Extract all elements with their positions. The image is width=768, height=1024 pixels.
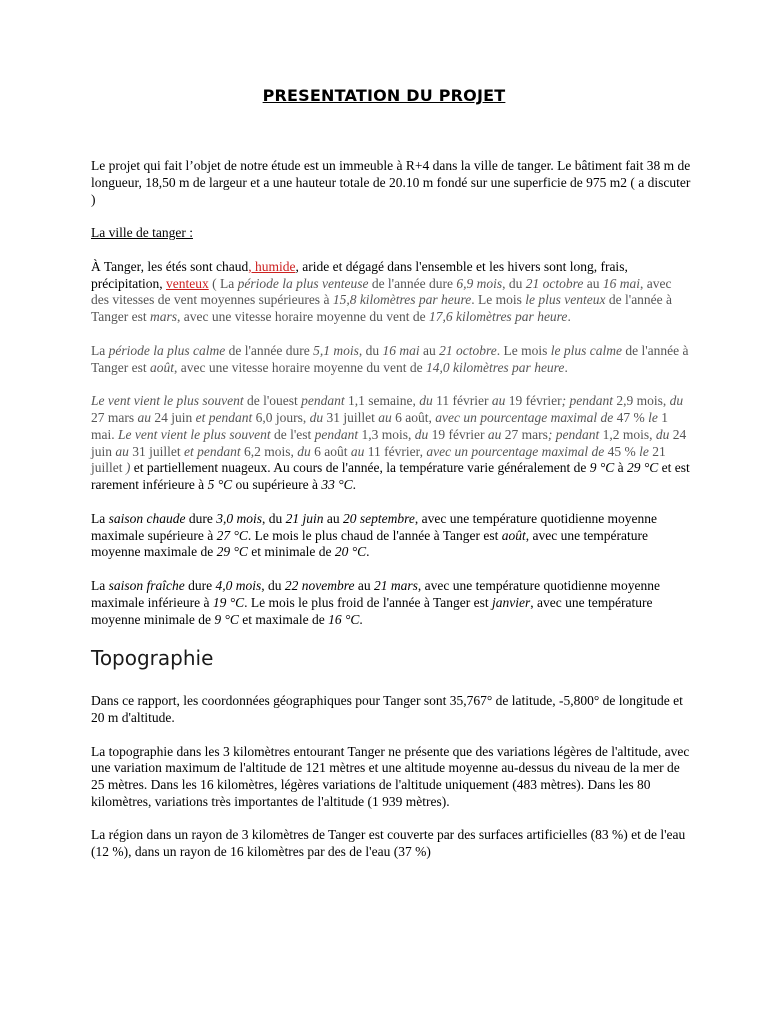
climate-text: , avec une vitesse horaire moyenne du vent de	[177, 309, 429, 325]
cool-text: au	[354, 577, 374, 593]
wind-text: 19 février	[428, 426, 488, 442]
climate-text: le plus venteux	[525, 292, 606, 308]
hot-text: , du	[262, 510, 286, 526]
cool-text: La	[91, 577, 109, 593]
cool-text: , avec une température quotidienne moyenne maximale inférieure à	[91, 577, 661, 610]
climate-text: au	[583, 275, 603, 291]
wind-text: le	[639, 443, 649, 459]
wind-text: avec un pourcentage maximal de	[426, 443, 605, 459]
cool-text: 16 °C	[328, 611, 360, 627]
wind-text: 1 mai.	[91, 409, 668, 442]
cool-text: 21 mars	[374, 577, 418, 593]
calm-text: , avec une vitesse horaire moyenne du vent de	[174, 359, 426, 375]
hot-text: saison chaude	[108, 510, 186, 526]
wind-text: et partiellement nuageux. Au cours de l'année, la température varie généralement de	[130, 460, 590, 476]
wind-text: 47 %	[613, 409, 649, 425]
city-heading: La ville de tanger :	[91, 225, 193, 241]
calm-text: au	[419, 342, 440, 358]
calm-text: 16 mai	[382, 342, 420, 358]
wind-text: à	[614, 460, 628, 476]
hot-text: dure	[185, 510, 217, 526]
cool-text: 19 °C	[212, 594, 245, 610]
wind-text: 6 août,	[391, 409, 436, 425]
wind-text: 27 mars	[501, 426, 548, 442]
wind-text: pendant	[314, 426, 359, 442]
intro-paragraph: Le projet qui fait l’objet de notre étude est un immeuble à R+4 dans la ville de tanger. Le bâtiment fait 38 m de longueur, 18,50 m de largeur et a une hauteur totale de 20.10 m fondé sur une superficie de 975 m2 ( a discuter )	[91, 158, 691, 207]
climate-text: période la plus venteuse	[237, 275, 369, 291]
calm-text: de l'année à Tanger est	[91, 342, 689, 375]
climate-text: de l'année à Tanger est	[91, 292, 673, 325]
wind-text: au	[378, 409, 392, 425]
wind-text: du	[297, 443, 311, 459]
wind-text: pendant	[301, 393, 345, 409]
wind-text: du	[419, 393, 433, 409]
cool-text: . Le mois le plus froid de l'année à Tanger est	[244, 594, 493, 610]
cool-text: janvier	[492, 594, 531, 610]
wind-text: 31 juillet	[323, 409, 379, 425]
wind-text: au	[487, 426, 502, 442]
wind-text: le	[648, 409, 658, 425]
climate-text: 17,6 kilomètres par heure	[428, 309, 568, 325]
venteux-highlight: venteux	[165, 275, 209, 291]
city-heading-line	[91, 225, 691, 242]
wind-text: 9 °C	[589, 460, 615, 476]
cool-text: 4,0 mois	[215, 577, 262, 593]
wind-text: 1,2 mois,	[599, 426, 656, 442]
climate-text: , aride et dégagé dans l'ensemble et les hivers sont long, frais, précipitation,	[91, 258, 628, 291]
calm-text: 21 octobre	[439, 342, 497, 358]
wind-text: au	[491, 393, 506, 409]
wind-text: 11 février	[432, 393, 492, 409]
calm-text: 14,0 kilomètres par heure	[425, 359, 565, 375]
cool-text: , du	[261, 577, 285, 593]
wind-text: 27 mars	[91, 409, 138, 425]
wind-text: du	[669, 393, 684, 409]
hot-text: 21 juin	[285, 510, 324, 526]
coordinates-paragraph: Dans ce rapport, les coordonnées géographiques pour Tanger sont 35,767° de latitude, -5,800° de longitude et 20 m d'altitude.	[91, 693, 683, 725]
climate-text: 21 octobre	[525, 275, 584, 291]
wind-text: 2,9 mois,	[612, 393, 670, 409]
calm-text: le plus calme	[550, 342, 622, 358]
wind-text: 21 juillet	[91, 443, 666, 476]
calm-text: 5,1 mois	[313, 342, 359, 358]
wind-text: et pendant	[184, 443, 241, 459]
wind-text: 19 février	[505, 393, 562, 409]
climate-text: , du	[502, 275, 526, 291]
wind-text: de l'ouest	[243, 393, 302, 409]
cool-season-paragraph	[91, 578, 691, 628]
cool-text: saison fraîche	[108, 577, 185, 593]
wind-text: 45 %	[604, 443, 640, 459]
wind-text: 6 août	[310, 443, 351, 459]
hot-text: au	[323, 510, 344, 526]
cool-text: dure	[184, 577, 216, 593]
calm-text: de l'année dure	[225, 342, 314, 358]
climate-text: .	[567, 309, 571, 325]
climate-text: 16 mai	[602, 275, 640, 291]
climate-text: . Le mois	[471, 292, 526, 308]
hot-text: , avec une température quotidienne moyenne maximale supérieure à	[91, 510, 658, 543]
wind-text: 1,3 mois,	[358, 426, 415, 442]
wind-text: du	[309, 409, 324, 425]
hot-season-paragraph	[91, 511, 691, 561]
climate-text: À Tanger, les étés sont chaud	[91, 258, 249, 274]
climate-text: ( La	[208, 275, 238, 291]
calm-text: , du	[358, 342, 383, 358]
wind-text: du	[414, 426, 429, 442]
wind-text: de l'est	[270, 426, 315, 442]
wind-text: ; pendant	[561, 393, 613, 409]
wind-text: Le vent vient le plus souvent	[118, 426, 271, 442]
wind-text: et est rarement inférieure à	[91, 460, 690, 493]
hot-text: .	[366, 544, 370, 560]
cool-text: .	[359, 611, 363, 627]
wind-text: 24 juin	[91, 426, 687, 459]
region-paragraph: La région dans un rayon de 3 kilomètres de Tanger est couverte par des surfaces artificielles (83 %) et de l'eau (12 %), dans un rayon de 16 kilomètres par des de l'eau (37 %)	[91, 827, 686, 860]
wind-text: avec un pourcentage maximal de	[435, 409, 614, 425]
wind-text: 6,0 jours,	[252, 409, 310, 425]
cool-text: et maximale de	[238, 611, 329, 627]
hot-text: 20 septembre	[343, 510, 415, 526]
wind-text: 11 février,	[364, 443, 427, 459]
wind-text: 5 °C	[207, 477, 233, 493]
wind-text: du	[655, 426, 670, 442]
wind-text: 24 juin	[151, 409, 196, 425]
hot-text: 29 °C	[216, 544, 248, 560]
wind-text: )	[125, 460, 131, 476]
cool-text: , avec une température moyenne minimale de	[91, 594, 653, 627]
wind-text: 6,2 mois,	[240, 443, 298, 459]
cool-text: 9 °C	[214, 611, 239, 627]
wind-text: et pendant	[195, 409, 253, 425]
hot-text: 20 °C	[334, 544, 367, 560]
hot-text: La	[91, 510, 109, 526]
humide-highlight: , humide	[248, 258, 296, 274]
hot-text: août	[501, 527, 526, 543]
topography-paragraph: La topographie dans les 3 kilomètres entourant Tanger ne présente que des variations légères de l'altitude, avec une variation maximum de l'altitude de 121 mètres et une altitude moyenne au-dessus du niveau de la mer de 25 mètres. Dans les 16 kilomètres, légères variations de l'altitude uniquement (483 mètres). Dans les 80 kilomètres, variations très importantes de l'altitude (1 939 mètres).	[91, 743, 690, 809]
calm-text: août	[150, 359, 175, 375]
hot-text: . Le mois le plus chaud de l'année à Tanger est	[247, 527, 502, 543]
wind-text: .	[352, 477, 356, 493]
hot-text: et minimale de	[247, 544, 335, 560]
hot-text: , avec une température moyenne maximale de	[91, 527, 648, 560]
wind-text: au	[350, 443, 365, 459]
hot-text: 3,0 mois	[216, 510, 263, 526]
wind-text: 1,1 semaine,	[344, 393, 420, 409]
wind-text: au	[137, 409, 151, 425]
cool-text: 22 novembre	[284, 577, 355, 593]
climate-text: 15,8 kilomètres par heure	[332, 292, 472, 308]
climate-text: 6,9 mois	[456, 275, 503, 291]
calm-text: période la plus calme	[108, 342, 226, 358]
wind-text: 31 juillet	[128, 443, 185, 459]
climate-text: mars	[150, 309, 178, 325]
wind-text: Le vent vient le plus souvent	[91, 393, 244, 409]
climate-text: , avec des vitesses de vent moyennes supérieures à	[91, 275, 672, 308]
wind-paragraph	[91, 393, 691, 494]
wind-text: 33 °C	[321, 477, 353, 493]
wind-text: au	[115, 443, 129, 459]
document-title: PRESENTATION DU PROJET	[262, 86, 506, 105]
wind-text: ; pendant	[547, 426, 600, 442]
calm-paragraph	[91, 343, 691, 377]
calm-text: .	[564, 359, 568, 375]
wind-text: ou supérieure à	[232, 477, 322, 493]
topography-heading: Topographie	[91, 646, 214, 671]
climate-text: de l'année dure	[368, 275, 457, 291]
hot-text: 27 °C	[216, 527, 248, 543]
climate-paragraph	[91, 259, 691, 326]
document-body	[91, 158, 691, 878]
calm-text: La	[91, 342, 109, 358]
calm-text: . Le mois	[496, 342, 551, 358]
wind-text: 29 °C	[627, 460, 659, 476]
